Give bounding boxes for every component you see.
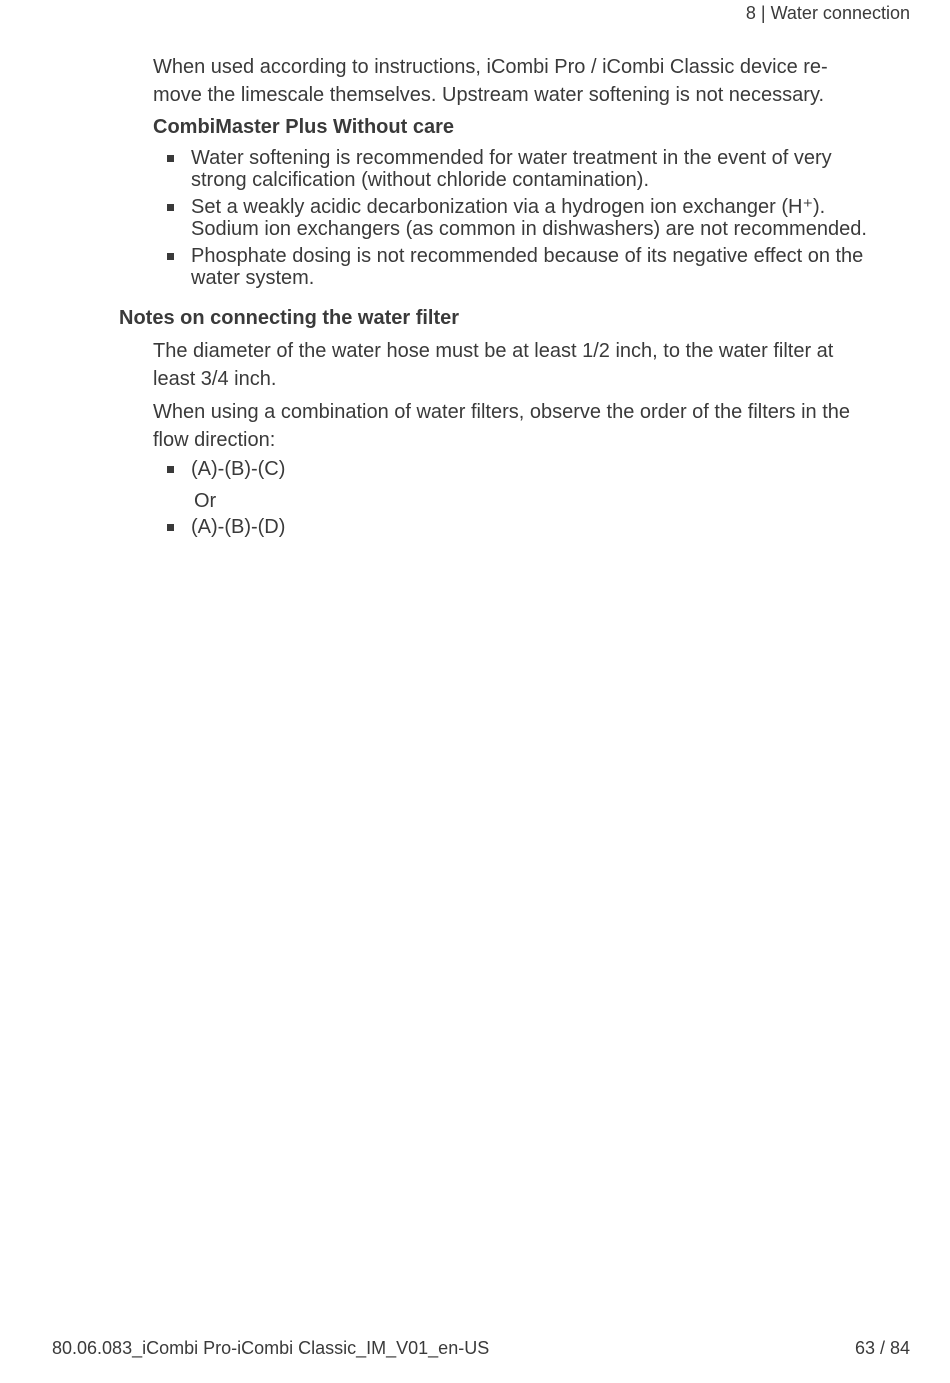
filter-paragraph-2-line-1: When using a combination of water filters, observe the order of the filters in the <box>153 401 851 423</box>
list-item <box>153 245 923 289</box>
intro-line-2: move the limescale themselves. Upstream water softening is not necessary. <box>153 84 825 106</box>
list-item <box>153 516 553 538</box>
filter-paragraph-2 <box>153 398 923 454</box>
combimaster-heading: CombiMaster Plus Without care <box>153 116 454 138</box>
bullet-icon <box>167 524 174 531</box>
footer-page-number: 63 / 84 <box>854 1338 910 1358</box>
bullet-icon <box>167 204 174 211</box>
footer-document-id: 80.06.083_iCombi Pro-iCombi Classic_IM_V01_en-US <box>52 1338 490 1358</box>
bullet-icon <box>167 253 174 260</box>
list-item-line: Phosphate dosing is not recommended because of its negative effect on the <box>191 245 864 267</box>
bullet-icon <box>167 466 174 473</box>
intro-paragraph <box>153 53 913 109</box>
list-item-line: Water softening is recommended for water treatment in the event of very <box>191 147 832 169</box>
combimaster-list <box>153 147 923 289</box>
list-item-line: Sodium ion exchangers (as common in dishwashers) are not recommended. <box>191 218 867 240</box>
list-item <box>153 458 553 480</box>
list-item-line: water system. <box>191 267 315 289</box>
filter-paragraph-2-line-2: flow direction: <box>153 429 276 451</box>
filter-notes-heading: Notes on connecting the water filter <box>119 307 460 329</box>
page-header: 8 | Water connection <box>745 3 910 23</box>
list-item <box>153 196 923 240</box>
filter-paragraph-1-line-2: least 3/4 inch. <box>153 368 277 390</box>
list-item <box>153 147 923 191</box>
list-item-line: strong calcification (without chloride contamination). <box>191 169 649 191</box>
filter-paragraph-1 <box>153 337 923 393</box>
filter-option-1: (A)-(B)-(C) <box>191 458 286 480</box>
filter-option-2: (A)-(B)-(D) <box>191 516 286 538</box>
intro-line-1: When used according to instructions, iCombi Pro / iCombi Classic device re- <box>153 56 828 78</box>
filter-paragraph-1-line-1: The diameter of the water hose must be at least 1/2 inch, to the water filter at <box>153 340 834 362</box>
filter-order-list-2 <box>153 516 553 538</box>
filter-order-list <box>153 458 553 480</box>
bullet-icon <box>167 155 174 162</box>
list-item-line: Set a weakly acidic decarbonization via a hydrogen ion exchanger (H⁺). <box>191 196 826 218</box>
or-label: Or <box>194 490 217 512</box>
